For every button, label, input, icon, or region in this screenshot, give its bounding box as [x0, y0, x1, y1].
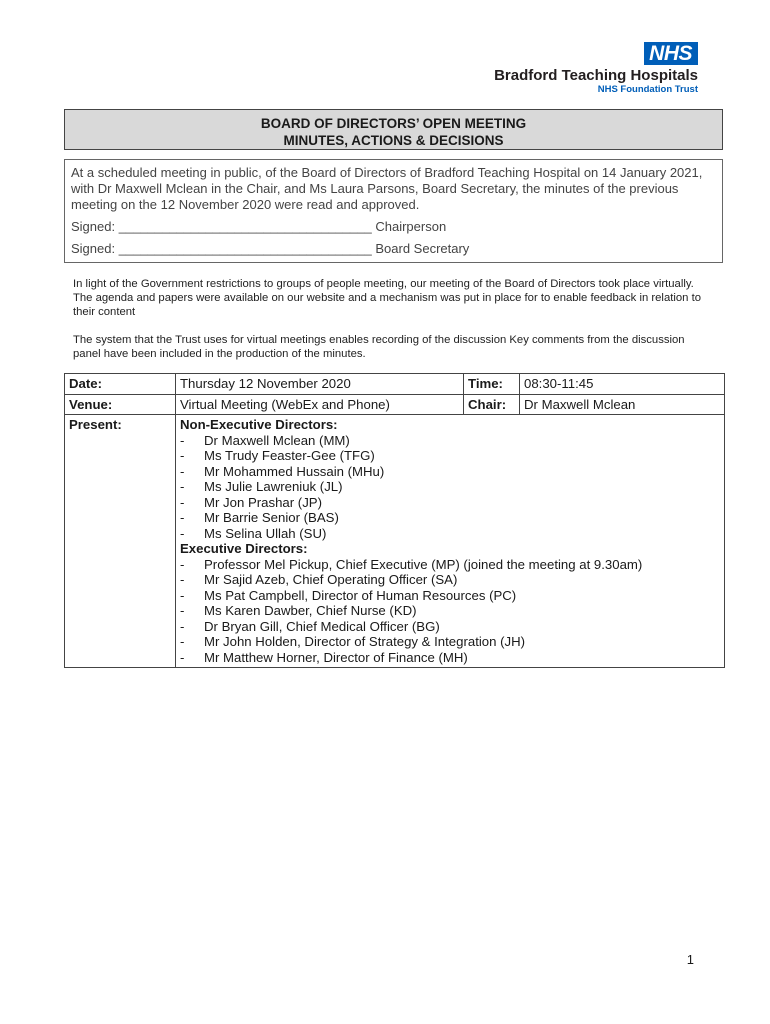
venue-label: Venue:	[65, 394, 176, 415]
list-item: - Ms Karen Dawber, Chief Nurse (KD)	[180, 603, 720, 619]
executive-list	[180, 557, 720, 666]
organisation-name: Bradford Teaching Hospitals	[494, 67, 698, 84]
chair-value: Dr Maxwell Mclean	[520, 394, 725, 415]
present-list	[176, 415, 725, 668]
chair-label: Chair:	[464, 394, 520, 415]
secretary-signature-line: Signed: ___________________________________ Board Secretary	[71, 241, 470, 256]
non-executive-list	[180, 433, 720, 542]
list-item: - Ms Selina Ullah (SU)	[180, 526, 720, 542]
venue-value: Virtual Meeting (WebEx and Phone)	[176, 394, 464, 415]
executive-heading: Executive Directors:	[180, 541, 308, 556]
list-item: - Mr John Holden, Director of Strategy & Integration (JH)	[180, 634, 720, 650]
list-item: - Dr Maxwell Mclean (MM)	[180, 433, 720, 449]
virtual-meeting-paragraph: In light of the Government restrictions to groups of people meeting, our meeting of the Board of Directors took place virtually. The agenda and papers were available on our website and a mechanism was put in place for to enable feedback in relation to their content	[73, 278, 702, 318]
title-line-1: BOARD OF DIRECTORS’ OPEN MEETING	[260, 116, 527, 131]
list-item: - Mr Jon Prashar (JP)	[180, 495, 720, 511]
list-item: - Mr Barrie Senior (BAS)	[180, 510, 720, 526]
list-item: - Ms Julie Lawreniuk (JL)	[180, 479, 720, 495]
page-number: 1	[686, 952, 694, 967]
title-line-2: MINUTES, ACTIONS & DECISIONS	[283, 133, 504, 148]
table-row	[65, 394, 725, 415]
meeting-details-table	[64, 373, 725, 668]
nhs-badge: NHS	[644, 42, 698, 65]
nhs-logo	[494, 42, 698, 95]
table-row	[65, 415, 725, 668]
list-item: - Ms Trudy Feaster-Gee (TFG)	[180, 448, 720, 464]
list-item: - Mr Mohammed Hussain (MHu)	[180, 464, 720, 480]
list-item: - Mr Matthew Horner, Director of Finance (MH)	[180, 650, 720, 666]
list-item: - Mr Sajid Azeb, Chief Operating Officer (SA)	[180, 572, 720, 588]
time-label: Time:	[464, 374, 520, 395]
table-row	[65, 374, 725, 395]
list-item: - Professor Mel Pickup, Chief Executive (MP) (joined the meeting at 9.30am)	[180, 557, 720, 573]
time-value: 08:30-11:45	[520, 374, 725, 395]
approval-text: At a scheduled meeting in public, of the Board of Directors of Bradford Teaching Hospital on 14 January 2021, with Dr Maxwell Mclean in the Chair, and Ms Laura Parsons, Board Secretary, the minutes of the previous meeting on the 12 November 2020 were read and approved.	[71, 165, 703, 212]
list-item: - Ms Pat Campbell, Director of Human Resources (PC)	[180, 588, 720, 604]
recording-paragraph: The system that the Trust uses for virtual meetings enables recording of the discussion Key comments from the discussion panel have been included in the production of the minutes.	[73, 334, 685, 360]
list-item: - Dr Bryan Gill, Chief Medical Officer (BG)	[180, 619, 720, 635]
non-executive-heading: Non-Executive Directors:	[180, 417, 338, 432]
chairperson-signature-line: Signed: ___________________________________ Chairperson	[71, 219, 447, 234]
approval-box	[64, 159, 723, 263]
document-title	[64, 109, 723, 150]
present-label: Present:	[65, 415, 176, 668]
date-label: Date:	[65, 374, 176, 395]
trust-name: NHS Foundation Trust	[597, 84, 698, 95]
date-value: Thursday 12 November 2020	[176, 374, 464, 395]
